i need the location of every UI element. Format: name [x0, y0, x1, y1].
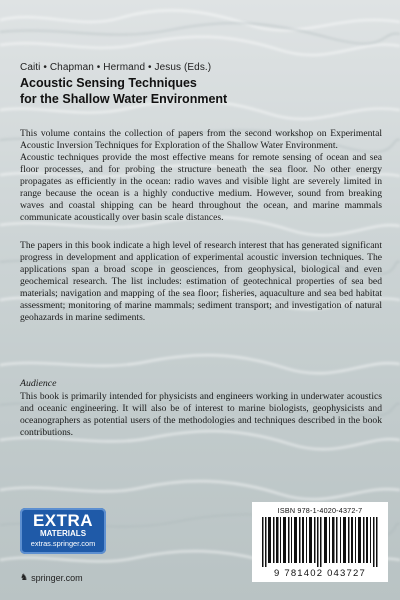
book-title	[20, 76, 320, 107]
barcode-icon	[262, 517, 378, 567]
extra-materials-badge[interactable]	[20, 508, 106, 554]
description-paragraph-3: The papers in this book indicate a high level of research interest that has generated significant progress in development and application of experimental acoustic inversion techniques. The applications span a broad scope in geosciences, from geophysical, biological and even geochemical research. The list includes: estimation of geotechnical properties of sea bed materials; navigation and mapping of the sea floor; fisheries, aquaculture and sea bed habitat assessment; monitoring of marine mammals; sediment transport; and investigation of natural geohazards in marine sediments.	[20, 240, 382, 323]
publisher-url: springer.com	[31, 572, 83, 583]
authors-line: Caiti • Chapman • Hermand • Jesus (Eds.)	[20, 62, 212, 73]
extra-badge-url: extras.springer.com	[30, 539, 96, 548]
audience-heading: Audience	[20, 378, 57, 389]
description-paragraph-2: Acoustic techniques provide the most effective means for remote sensing of ocean and sea floor processes, and for probing the structure beneath the sea floor. No other energy propagates as efficiently in the ocean: radio waves and visible light are severely limited in range because the ocean is a highly conductive medium. However, sound from breaking waves and coastal shipping can be heard throughout the ocean, and marine mammals communicate acoustically over basin scale distances.	[20, 152, 382, 223]
isbn-barcode	[252, 502, 388, 582]
barcode-digits: 9 781402 043727	[274, 568, 366, 579]
description-intro	[20, 128, 382, 224]
extra-badge-word: EXTRA	[32, 511, 94, 530]
springer-logo[interactable]	[20, 572, 83, 583]
audience-text: This book is primarily intended for physicists and engineers working in underwater acoustics and oceanic engineering. It will also be of interest to marine biologists, geophysicists and oceanographers as potential users of the methodologies and techniques described in the book contributions.	[20, 391, 382, 438]
isbn-label: ISBN 978-1-4020-4372-7	[277, 506, 363, 515]
title-line-2: for the Shallow Water Environment	[20, 91, 228, 106]
springer-horse-icon: ♞	[20, 572, 29, 582]
title-line-1: Acoustic Sensing Techniques	[20, 76, 197, 90]
extra-badge-sub: MATERIALS	[39, 529, 87, 538]
description-paragraph-1: This volume contains the collection of papers from the second workshop on Experimental Acoustic Inversion Techniques for Exploration of the Shallow Water Environment.	[20, 128, 382, 151]
